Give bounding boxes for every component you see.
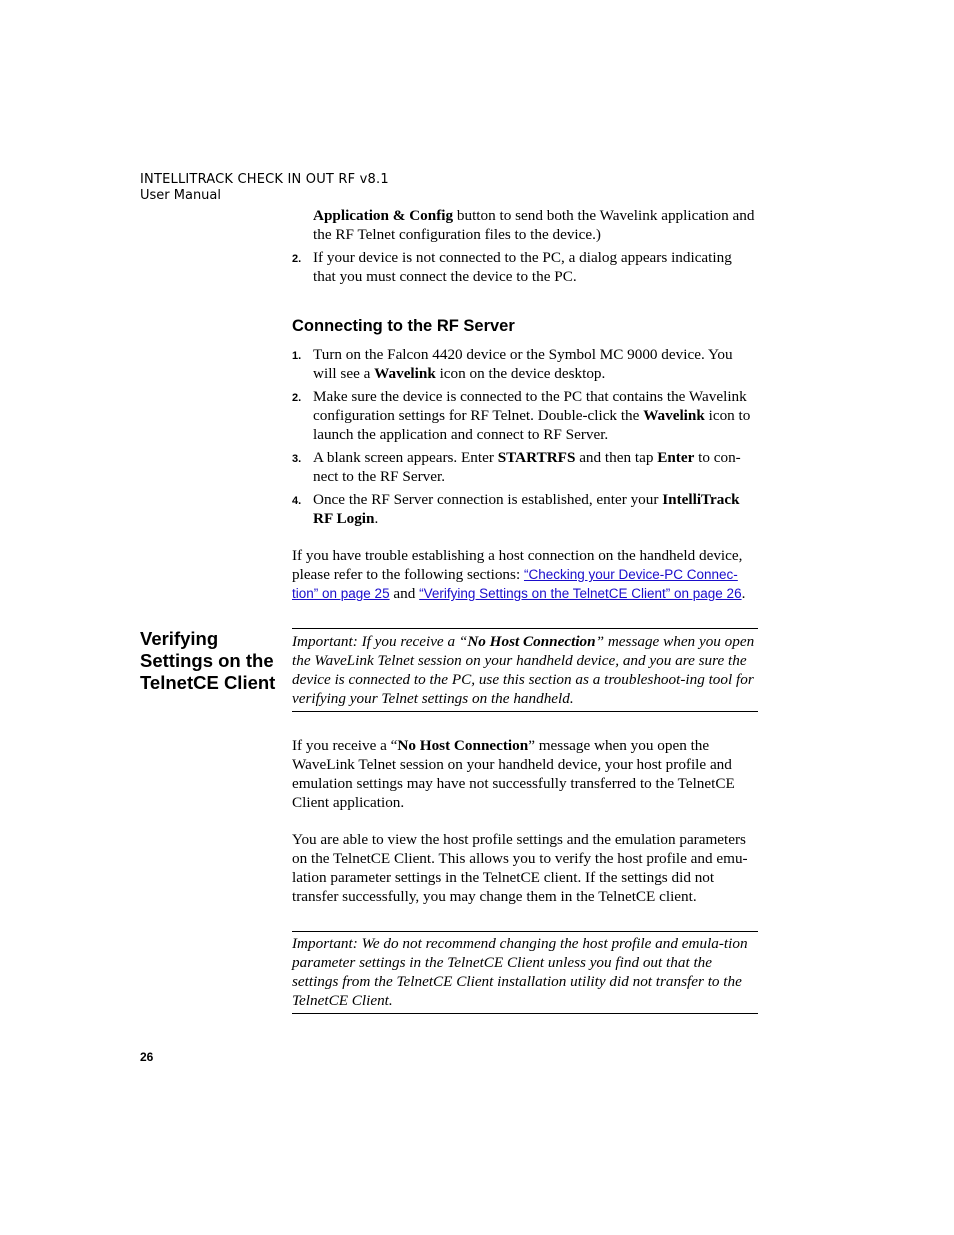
paragraph-text: If you have trouble establishing a host connection on the handheld device, please refer to the following sections: xyxy=(292,547,743,583)
list-number: 3. xyxy=(292,453,302,465)
list-item-text xyxy=(313,490,758,528)
note-text: Important: If you receive a “ xyxy=(292,633,468,650)
list-item-text xyxy=(313,387,758,444)
list-number: 2. xyxy=(292,253,302,265)
note-rule-top xyxy=(292,931,758,932)
bold-term: Application & Config xyxy=(313,207,454,224)
bold-term: Wavelink xyxy=(643,407,705,424)
paragraph-text: ” message when you open the WaveLink Telnet session on your handheld device, your host profile and emulation settings may have not successfully transferred to the TelnetCE Client application. xyxy=(292,737,735,811)
step-text: icon on the device desktop. xyxy=(435,365,606,382)
continuation-text: button to send both the Wavelink application and the RF Telnet configuration files to the device.) xyxy=(313,207,755,243)
note-rule-bottom xyxy=(292,711,758,712)
paragraph-text: . xyxy=(741,585,746,602)
bold-term: IntelliTrack RF Login xyxy=(313,491,740,527)
bold-term: No Host Connection xyxy=(397,737,529,754)
list-number: 1. xyxy=(292,350,302,362)
list-item-text xyxy=(313,345,758,383)
step-text: A blank screen appears. Enter xyxy=(313,449,498,466)
trouble-paragraph xyxy=(292,546,758,603)
step-text: icon to launch the application and connect to RF Server. xyxy=(313,407,751,443)
cross-reference-link[interactable]: “Checking your Device-PC Connec-tion” on page 25 xyxy=(292,567,738,601)
running-header-title: INTELLITRACK CHECK IN OUT RF v8.1 xyxy=(140,172,389,187)
bold-term: STARTRFS xyxy=(497,449,576,466)
note-rule-bottom xyxy=(292,1013,758,1014)
bold-term: No Host Connection xyxy=(467,633,596,650)
bold-term: Wavelink xyxy=(374,365,436,382)
cross-reference-link[interactable]: “Verifying Settings on the TelnetCE Client” on page 26 xyxy=(419,586,742,601)
step-continuation xyxy=(313,206,758,244)
running-header-subtitle: User Manual xyxy=(140,188,222,203)
list-number: 2. xyxy=(292,392,302,404)
step-text: Once the RF Server connection is established, enter your xyxy=(313,491,663,508)
paragraph xyxy=(292,736,758,812)
note-text: ” message when you open the WaveLink Telnet session on your handheld device, and you are sure the device is connected to the PC, use this section as a troubleshoot-ing tool for verifying your Telnet settings on the handheld. xyxy=(292,633,755,707)
step-text: Make sure the device is connected to the PC that contains the Wavelink configuration settings for RF Telnet. Double-click the xyxy=(313,388,747,424)
list-item-text xyxy=(313,448,758,486)
page-number: 26 xyxy=(140,1050,154,1064)
note-rule-top xyxy=(292,628,758,629)
bold-term: Enter xyxy=(657,449,695,466)
section-heading-connecting: Connecting to the RF Server xyxy=(292,317,515,335)
paragraph-text: and xyxy=(389,585,420,602)
paragraph-text: If you receive a “ xyxy=(292,737,398,754)
list-item-text: If your device is not connected to the PC, a dialog appears indicating that you must connect the device to the PC. xyxy=(313,249,732,285)
important-note xyxy=(292,632,758,708)
step-text: and then tap xyxy=(575,449,658,466)
step-text: Turn on the Falcon 4420 device or the Symbol MC 9000 device. You will see a xyxy=(313,346,733,382)
step-text: . xyxy=(374,510,379,527)
step-text: to con-nect to the RF Server. xyxy=(313,449,741,485)
section-heading-verifying: Verifying Settings on the TelnetCE Client xyxy=(140,628,276,693)
important-note: Important: We do not recommend changing the host profile and emula-tion parameter settings in the TelnetCE Client unless you find out that the settings from the TelnetCE Client installation utility did not transfer to the TelnetCE Client. xyxy=(292,935,748,1009)
paragraph: You are able to view the host profile settings and the emulation parameters on the TelnetCE Client. This allows you to verify the host profile and emu-lation parameter settings in the TelnetCE client. If the settings did not transfer successfully, you may change them in the TelnetCE client. xyxy=(292,831,748,905)
list-number: 4. xyxy=(292,495,302,507)
